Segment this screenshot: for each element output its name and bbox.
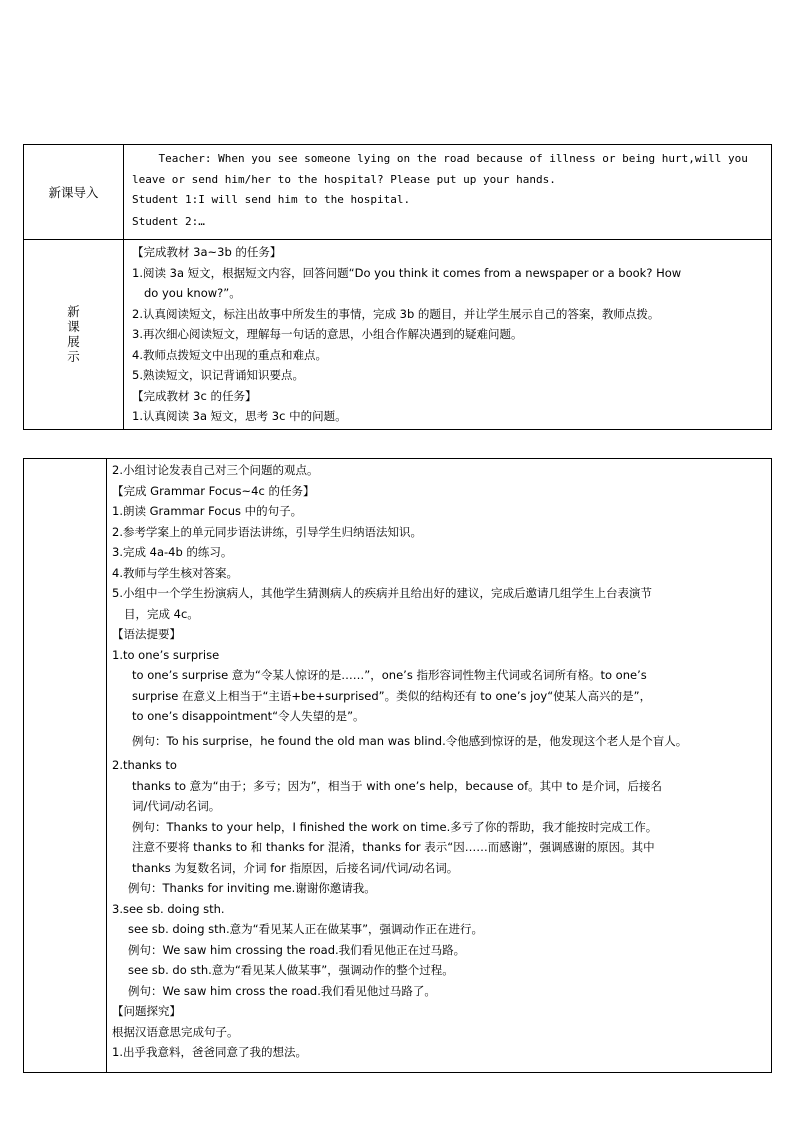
task-item: 4.教师点拨短文中出现的重点和难点。 xyxy=(132,347,327,362)
task-item: 2.参考学案上的单元同步语法讲练，引导学生归纳语法知识。 xyxy=(112,524,422,539)
grammar-explanation: 词/代词/动名词。 xyxy=(132,799,221,813)
example-sentence: 例句：We saw him cross the road.我们看见他过马路了。 xyxy=(128,983,436,998)
continued-content xyxy=(107,459,772,1073)
label-char: 展 xyxy=(67,334,80,350)
question-item: 1.出乎我意料，爸爸同意了我的想法。 xyxy=(112,1045,307,1059)
grammar-explanation: thanks to 意为“由于；多亏；因为”，相当于 with one’s help，because of。其中 to 是介词，后接名 xyxy=(132,778,663,793)
intro-line: Student 2:… xyxy=(132,214,205,228)
task-item: 2.小组讨论发表自己对三个问题的观点。 xyxy=(112,463,319,477)
label-char: 示 xyxy=(67,349,80,365)
example-sentence: 例句：We saw him crossing the road.我们看见他正在过马路。 xyxy=(128,942,466,957)
lesson-table-2 xyxy=(23,458,772,1073)
task-item: 3.再次细心阅读短文，理解每一句话的意思，小组合作解决遇到的疑难问题。 xyxy=(132,327,523,341)
task-item: 4.教师与学生核对答案。 xyxy=(112,565,238,580)
intro-line: leave or send him/her to the hospital? Please put up your hands. xyxy=(132,172,556,186)
intro-line: Student 1:I will send him to the hospital. xyxy=(132,193,411,206)
section-heading: 【问题探究】 xyxy=(112,1004,181,1018)
row-label-empty xyxy=(24,459,107,1073)
task-item: 1.朗读 Grammar Focus 中的句子。 xyxy=(112,504,303,518)
row-label-display xyxy=(24,240,124,430)
lesson-table-1 xyxy=(23,144,772,430)
row-new-lesson-display xyxy=(24,240,772,430)
grammar-point-title: 3.see sb. doing sth. xyxy=(112,901,225,916)
grammar-note: 注意不要将 thanks to 和 thanks for 混淆，thanks for 表示“因……而感谢”，强调感谢的原因。其中 xyxy=(132,840,655,854)
task-item-continued: do you know?”。 xyxy=(144,286,241,300)
section-heading: 【完成 Grammar Focus~4c 的任务】 xyxy=(112,483,315,498)
task-item: 1.认真阅读 3a 短文，思考 3c 中的问题。 xyxy=(132,409,347,423)
task-item: 5.小组中一个学生扮演病人，其他学生猜测病人的疾病并且给出好的建议，完成后邀请几组学生上台表演节 xyxy=(112,586,652,600)
section-heading: 【完成教材 3c 的任务】 xyxy=(132,388,257,403)
task-item: 3.完成 4a-4b 的练习。 xyxy=(112,545,233,559)
grammar-explanation: to one’s surprise 意为“令某人惊讶的是……”，one’s 指形容词性物主代词或名词所有格。to one’s xyxy=(132,668,647,682)
grammar-explanation: surprise 在意义上相当于“主语+be+surprised”。类似的结构还有 to one’s joy“使某人高兴的是”， xyxy=(132,688,652,703)
row-continued xyxy=(24,459,772,1073)
task-item: 1.阅读 3a 短文，根据短文内容，回答问题“Do you think it comes from a newspaper or a book? How xyxy=(132,265,682,280)
task-item-continued: 目，完成 4c。 xyxy=(124,606,199,621)
label-char: 课 xyxy=(67,319,80,335)
grammar-explanation: to one’s disappointment“令人失望的是”。 xyxy=(132,709,365,723)
grammar-note: thanks 为复数名词，介词 for 指原因，后接名词/代词/动名词。 xyxy=(132,860,459,875)
task-item: 5.熟读短文，识记背诵知识要点。 xyxy=(132,368,304,382)
label-char: 新 xyxy=(67,304,80,320)
example-sentence: 例句：Thanks to your help，I finished the work on time.多亏了你的帮助，我才能按时完成工作。 xyxy=(132,819,658,834)
task-item: 2.认真阅读短文，标注出故事中所发生的事情，完成 3b 的题目，并让学生展示自己的答案，教师点拨。 xyxy=(132,306,660,321)
instruction: 根据汉语意思完成句子。 xyxy=(112,1024,239,1039)
row-new-lesson-intro xyxy=(24,145,772,240)
example-sentence: 例句：To his surprise，he found the old man was blind.令他感到惊讶的是，他发现这个老人是个盲人。 xyxy=(132,733,688,748)
section-heading: 【语法提要】 xyxy=(112,627,181,641)
example-sentence: 例句：Thanks for inviting me.谢谢你邀请我。 xyxy=(128,881,376,895)
section-heading: 【完成教材 3a~3b 的任务】 xyxy=(132,245,282,259)
row-label-intro: 新课导入 xyxy=(24,145,124,240)
grammar-point-title: 1.to one’s surprise xyxy=(112,647,220,662)
intro-line: Teacher: When you see someone lying on the road because of illness or being hurt,will you xyxy=(132,152,748,165)
display-content xyxy=(124,240,772,430)
grammar-explanation: see sb. do sth.意为“看见某人做某事”，强调动作的整个过程。 xyxy=(128,963,454,977)
grammar-explanation: see sb. doing sth.意为“看见某人正在做某事”，强调动作正在进行。 xyxy=(128,922,484,936)
grammar-point-title: 2.thanks to xyxy=(112,758,177,772)
intro-content xyxy=(124,145,772,240)
